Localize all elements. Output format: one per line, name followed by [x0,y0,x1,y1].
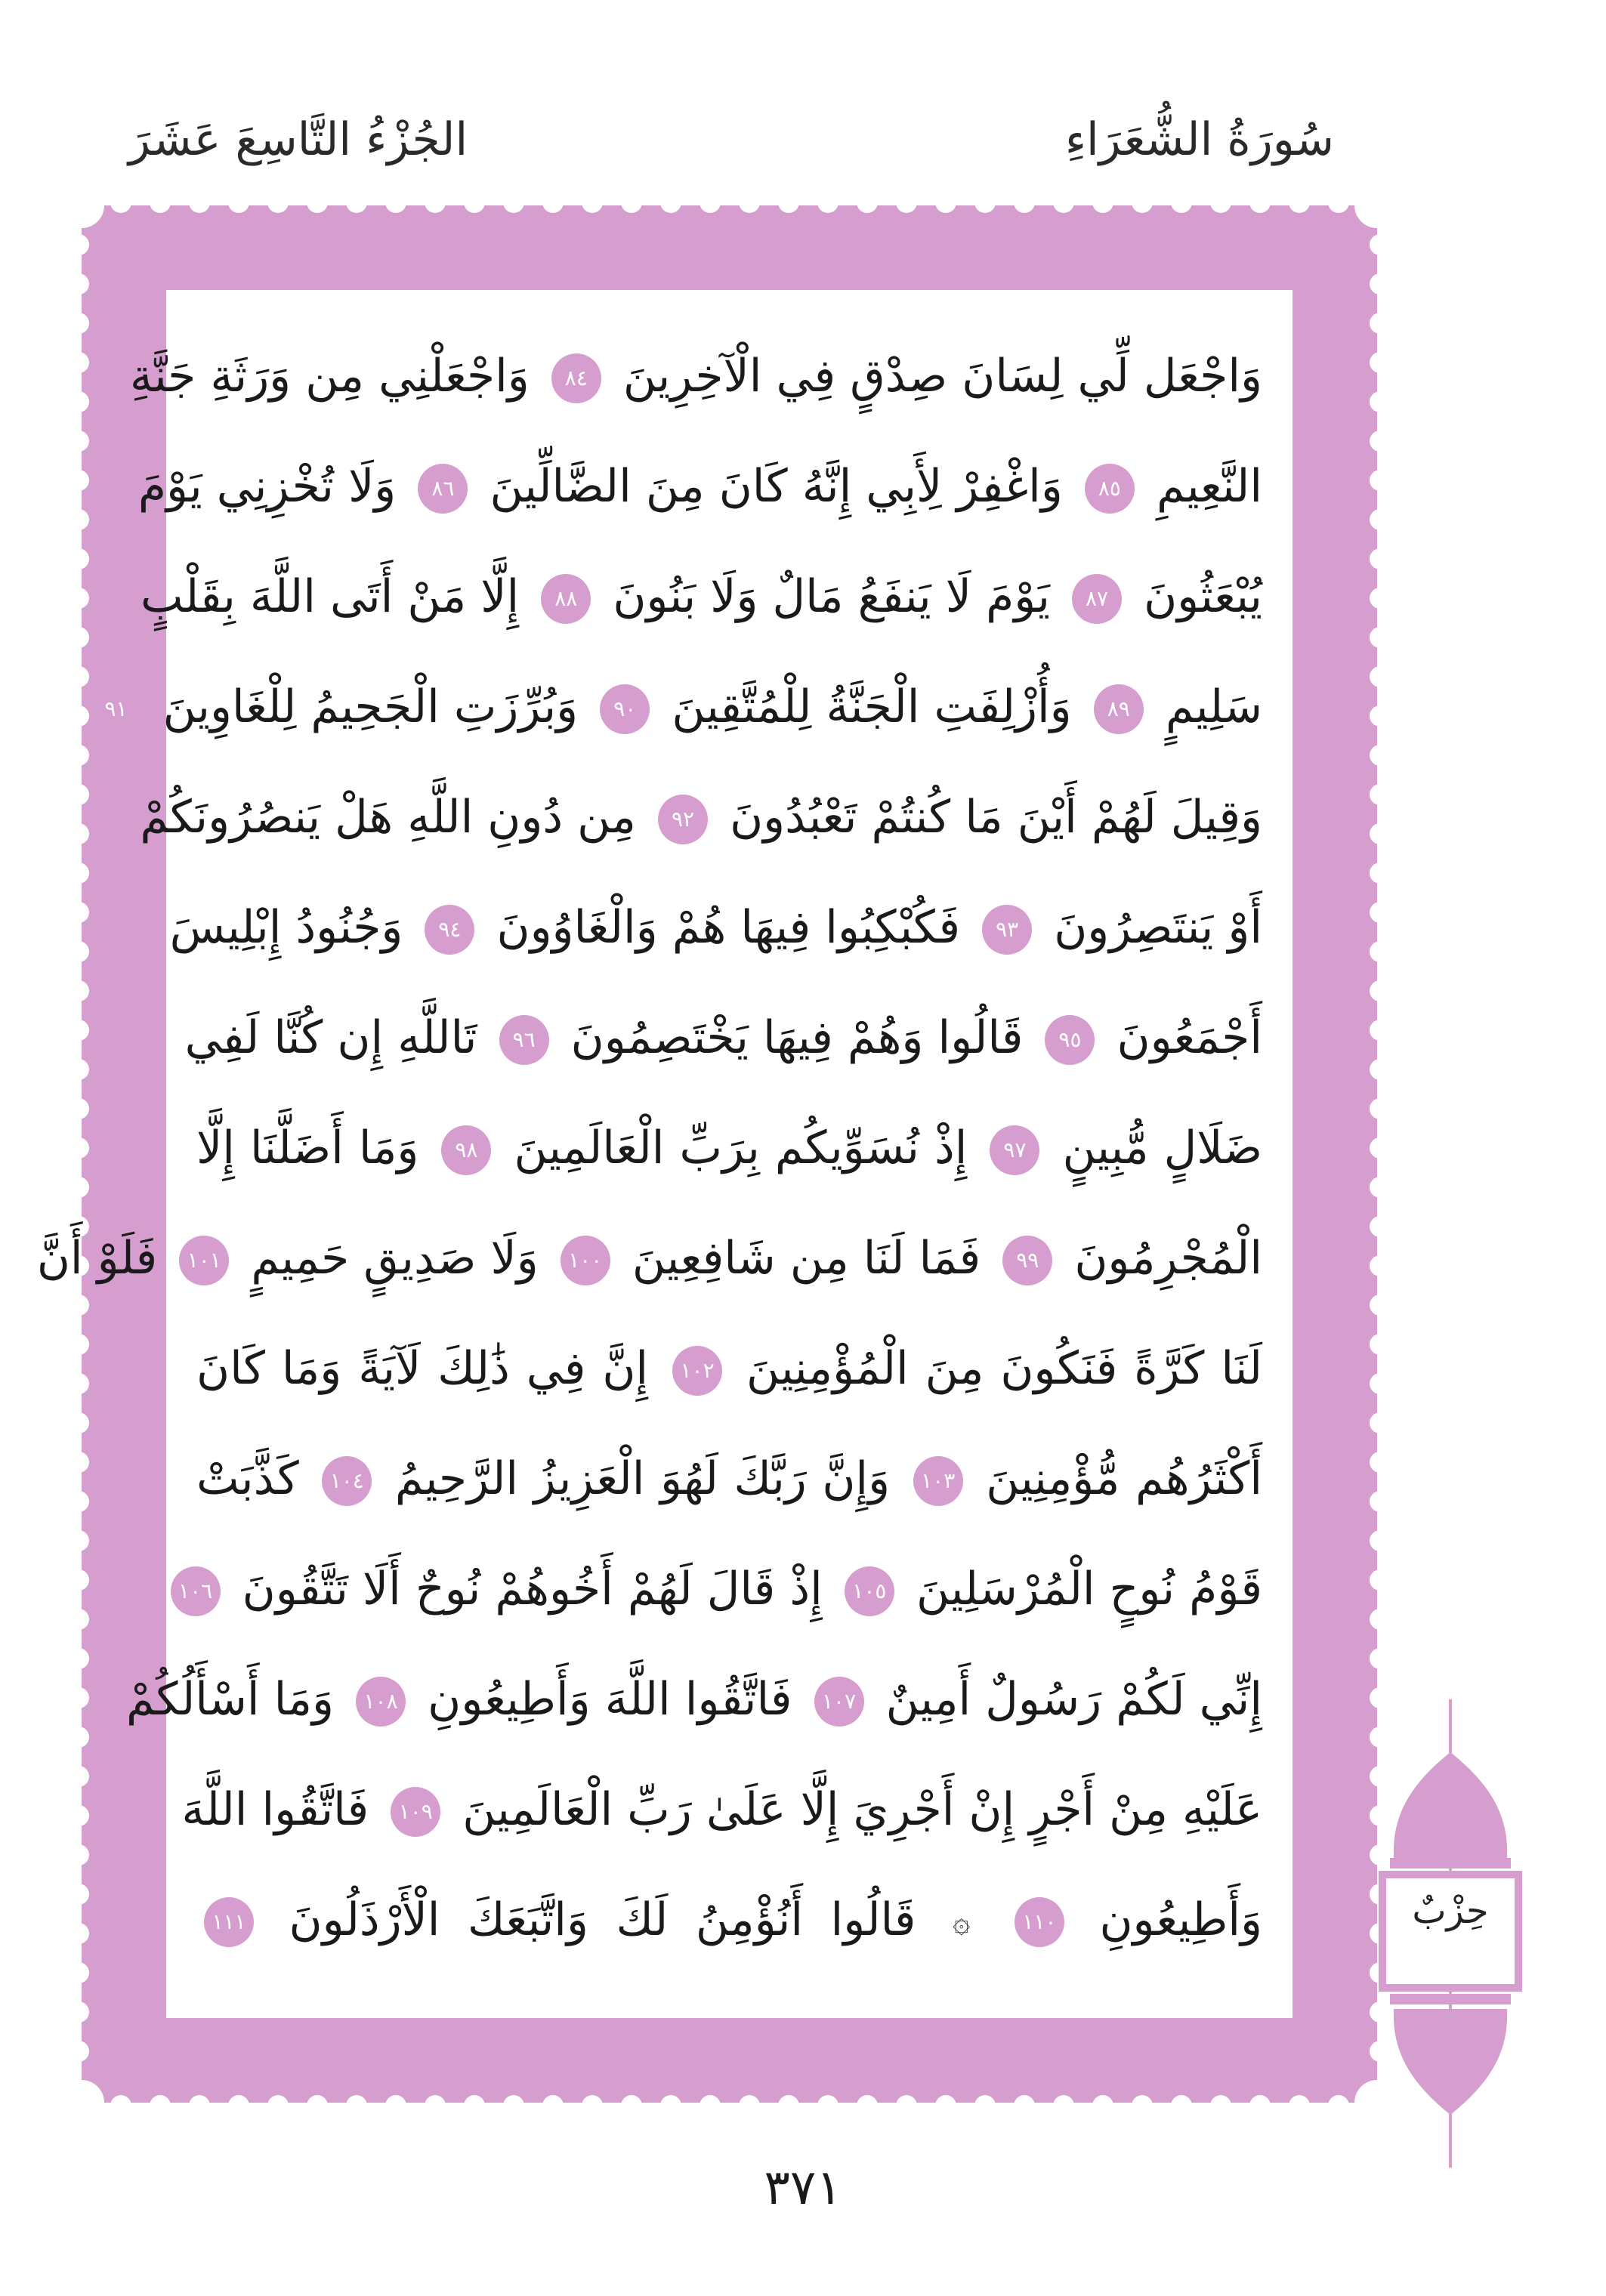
ayah-number-marker: ١١١ [204,1897,254,1947]
verse-text: قَوْمُ نُوحٍ الْمُرْسَلِينَ [916,1563,1262,1616]
frame-notch [1370,234,1391,255]
text-panel [36,290,1293,2018]
frame-notch [935,192,956,213]
frame-notch [817,192,839,213]
verse-text: يَوْمَ لَا يَنفَعُ مَالٌ وَلَا بَنُونَ [613,570,1050,623]
verse-text: إِذْ قَالَ لَهُمْ أَخُوهُمْ نُوحٌ أَلَا تَتَّقُونَ [242,1563,823,1616]
frame-notch [150,2095,171,2116]
frame-notch [1328,192,1349,213]
verse-line [169,875,1262,980]
frame-notch [68,1844,89,1866]
verse-text: وَأَطِيعُونِ [1099,1893,1262,1946]
verse-text: الْمُجْرِمُونَ [1074,1232,1262,1285]
frame-notch [68,980,89,1001]
ayah-number-marker: ١٠١ [179,1236,229,1285]
frame-notch [660,192,681,213]
verse-text: وَاجْعَلْنِي مِن وَرَثَةِ جَنَّةِ [129,350,530,403]
verse-text: أَوْ يَنتَصِرُونَ [1054,901,1262,954]
frame-notch [1370,1020,1391,1041]
ayah-number-marker: ١٠٩ [391,1787,440,1837]
page-frame [36,205,1377,2103]
verse-text: فَكُبْكِبُوا فِيهَا هُمْ وَالْغَاوُونَ [496,901,961,954]
frame-notch [1370,863,1391,884]
frame-notch [1370,1255,1391,1276]
ayah-number-marker: ٩٨ [441,1125,491,1175]
verse-text: عَلَيْهِ مِنْ أَجْرٍ إِنْ أَجْرِيَ إِلَّا عَلَىٰ رَبِّ الْعَالَمِينَ [462,1783,1262,1836]
frame-notch [1053,192,1074,213]
verse-line [196,1426,1262,1532]
verse-text: وَلَا تُخْزِنِي يَوْمَ [137,460,397,513]
frame-notch [307,2095,328,2116]
verse-text: قَالُوا وَهُمْ فِيهَا يَخْتَصِمُونَ [570,1011,1024,1064]
verse-text: ضَلَالٍ مُّبِينٍ [1062,1122,1263,1174]
frame-notch [385,192,406,213]
frame-notch [1370,470,1391,491]
frame-notch [68,902,89,923]
ayah-number-marker: ١٠٨ [356,1677,406,1727]
verse-text: وَمَا أَسْأَلُكُمْ [125,1673,334,1726]
verse-line [129,323,1262,429]
frame-notch [68,1923,89,1944]
verse-text: أَجْمَعُونَ [1116,1011,1262,1064]
ayah-number-marker: ٩٧ [990,1125,1039,1175]
frame-notch [1370,1216,1391,1237]
ayah-number-marker: ١٠٦ [171,1566,221,1616]
verse-text: وَإِنَّ رَبَّكَ لَهُوَ الْعَزِيزُ الرَّحِيمُ [394,1452,891,1505]
frame-notch [68,784,89,805]
frame-notch [700,192,721,213]
frame-notch [346,192,367,213]
frame-notch [110,192,131,213]
frame-notch [1132,2095,1153,2116]
frame-notch [68,1805,89,1826]
rub-el-hizb-icon: ۞ [952,1905,971,1940]
frame-notch [1370,588,1391,609]
frame-notch [621,192,642,213]
frame-notch [110,2095,131,2116]
frame-notch [68,1727,89,1748]
ayah-number-marker: ١٠٧ [814,1677,864,1727]
frame-notch [68,1177,89,1198]
frame-notch [1370,705,1391,727]
frame-notch [503,192,524,213]
verse-text: فَلَوْ أَنَّ [36,1232,158,1285]
surah-name: سُورَةُ الشُّعَرَاءِ [1064,113,1334,166]
ayah-number-marker: ٩٩ [1002,1236,1052,1285]
frame-notch [1289,192,1310,213]
frame-notch [68,1884,89,1905]
frame-notch [857,192,878,213]
frame-notch [68,313,89,334]
frame-notch [68,1412,89,1433]
verse-line [196,1095,1262,1201]
ayah-number-marker: ٨٦ [418,464,468,514]
frame-notch [68,273,89,295]
frame-notch [1370,1648,1391,1669]
frame-notch [68,2001,89,2023]
frame-notch [1370,666,1391,687]
frame-notch [1370,627,1391,648]
frame-notch [1370,1059,1391,1080]
frame-notch [68,1059,89,1080]
frame-notch [621,2095,642,2116]
frame-notch [974,192,996,213]
frame-notch [68,1687,89,1708]
ayah-number-marker: ١٠٤ [322,1456,372,1506]
frame-notch [542,192,564,213]
frame-notch [660,2095,681,2116]
ayah-number-marker: ٨٥ [1085,464,1135,514]
verse-text: فَاتَّقُوا اللَّهَ وَأَطِيعُونِ [428,1673,792,1726]
frame-notch [150,192,171,213]
ayah-number-marker: ١١٠ [1015,1897,1064,1947]
frame-notch [1370,1137,1391,1159]
verse-text: سَلِيمٍ [1165,680,1262,733]
frame-notch [1370,391,1391,412]
verse-text: وَمَا أَضَلَّنَا إِلَّا [196,1122,419,1174]
frame-notch [189,2095,210,2116]
verse-line [181,1757,1262,1862]
frame-notch [68,509,89,530]
frame-notch [68,1334,89,1355]
frame-notch [189,192,210,213]
frame-notch [1132,192,1153,213]
hizb-ornament-icon [1375,1699,1526,2168]
frame-notch [1249,2095,1271,2116]
ayah-number-marker: ١٠٣ [913,1456,963,1506]
verse-text: يُبْعَثُونَ [1144,570,1262,623]
verse-text: وَأُزْلِفَتِ الْجَنَّةُ لِلْمُتَّقِينَ [672,680,1072,733]
ayah-number-marker: ٩٦ [499,1015,549,1065]
verse-text: النَّعِيمِ [1156,460,1262,513]
frame-notch [346,2095,367,2116]
frame-notch [739,2095,760,2116]
frame-notch [228,2095,249,2116]
verse-text: فَاتَّقُوا اللَّهَ [181,1783,369,1836]
frame-notch [68,863,89,884]
verse-line [36,1205,1262,1311]
verse-text: فَمَا لَنَا مِن شَافِعِينَ [632,1232,981,1285]
frame-notch [68,1491,89,1512]
ayah-number-marker: ٩١ [91,684,141,734]
verse-text: إِنَّ فِي ذَٰلِكَ لَآيَةً وَمَا كَانَ [196,1342,649,1395]
ayah-number-marker: ٨٧ [1072,574,1122,624]
verse-text: كَذَّبَتْ [196,1452,299,1505]
verse-line [137,434,1262,539]
frame-notch [1370,941,1391,962]
verse-text: وَقِيلَ لَهُمْ أَيْنَ مَا كُنتُمْ تَعْبُدُونَ [730,791,1262,844]
frame-notch [68,1609,89,1630]
ayah-number-marker: ٨٤ [551,353,601,403]
frame-notch [582,2095,603,2116]
frame-notch [1370,784,1391,805]
frame-notch [1249,192,1271,213]
frame-notch [1370,902,1391,923]
frame-notch [1014,192,1035,213]
frame-notch [1289,2095,1310,2116]
frame-notch [1053,2095,1074,2116]
hizb-label: حِزْبٌ [1412,1890,1489,1932]
hizb-marker [1375,1699,1526,2168]
verse-text: تَاللَّهِ إِن كُنَّا لَفِي [184,1011,477,1064]
verse-text: إِلَّا مَنْ أَتَى اللَّهَ بِقَلْبٍ [140,570,520,623]
frame-notch [68,1020,89,1041]
frame-notch [1092,192,1113,213]
verse-line [196,1316,1262,1421]
frame-notch [1328,2095,1349,2116]
frame-notch [1370,1334,1391,1355]
frame-notch [307,192,328,213]
frame-notch [68,941,89,962]
verse-line [125,1646,1262,1752]
frame-notch [228,192,249,213]
frame-notch [1210,192,1231,213]
frame-notch [1370,509,1391,530]
page-number: ٣٧١ [764,2160,842,2216]
frame-notch [68,1962,89,1983]
frame-notch [1370,548,1391,569]
frame-notch [1370,1177,1391,1198]
frame-notch [267,2095,289,2116]
ayah-number-marker: ٩٣ [982,905,1032,955]
frame-notch [68,1452,89,1473]
frame-notch [68,430,89,452]
frame-notch [59,183,104,228]
verse-line [140,544,1262,650]
frame-notch [68,1648,89,1669]
frame-notch [1370,745,1391,766]
frame-notch [1370,1412,1391,1433]
verse-text: إِذْ نُسَوِّيكُم بِرَبِّ الْعَالَمِينَ [514,1122,968,1174]
ayah-number-marker: ٩٥ [1045,1015,1095,1065]
frame-notch [778,192,799,213]
ayah-number-marker: ١٠٢ [672,1346,722,1396]
frame-notch [68,1373,89,1394]
frame-notch [1370,1098,1391,1119]
verse-text: إِنِّي لَكُمْ رَسُولٌ أَمِينٌ [885,1673,1262,1726]
frame-notch [1370,273,1391,295]
verse-line [140,764,1262,870]
frame-notch [1370,823,1391,844]
frame-notch [68,1137,89,1159]
frame-notch [1370,1452,1391,1473]
verse-text: لَنَا كَرَّةً فَنَكُونَ مِنَ الْمُؤْمِنِينَ [746,1342,1263,1395]
frame-notch [1370,352,1391,373]
ayah-number-marker: ٩٠ [600,684,650,734]
frame-notch [935,2095,956,2116]
frame-notch [1370,1295,1391,1316]
frame-notch [68,391,89,412]
frame-notch [974,2095,996,2116]
ayah-number-marker: ١٠٥ [845,1566,894,1616]
frame-notch [385,2095,406,2116]
frame-notch [68,1098,89,1119]
frame-notch [582,192,603,213]
frame-notch [1370,1491,1391,1512]
verse-text: وَلَا صَدِيقٍ حَمِيمٍ [251,1232,539,1285]
frame-notch [739,192,760,213]
verse-line [196,1867,1262,1973]
verse-text: وَبُرِّزَتِ الْجَحِيمُ لِلْغَاوِينَ [162,680,579,733]
frame-notch [857,2095,878,2116]
ayah-number-marker: ٨٩ [1094,684,1144,734]
frame-notch [1370,313,1391,334]
verse-text: وَجُنُودُ إِبْلِيسَ [169,901,403,954]
frame-notch [1370,980,1391,1001]
frame-notch [1370,1569,1391,1591]
frame-notch [896,192,917,213]
verse-text: قَالُوا أَنُؤْمِنُ لَكَ وَاتَّبَعَكَ الْأَرْذَلُونَ [289,1893,916,1946]
frame-notch [464,2095,485,2116]
frame-notch [1354,183,1400,228]
frame-notch [817,2095,839,2116]
verse-line [184,985,1262,1091]
verse-text: وَاغْفِرْ لِأَبِي إِنَّهُ كَانَ مِنَ الضَّالِّينَ [490,460,1063,513]
frame-notch [1092,2095,1113,2116]
frame-notch [1014,2095,1035,2116]
frame-notch [1370,1373,1391,1394]
frame-notch [68,588,89,609]
frame-notch [425,192,446,213]
juz-name: الجُزْءُ التَّاسِعَ عَشَرَ [128,113,468,166]
verse-line [104,654,1262,760]
frame-notch [464,192,485,213]
frame-notch [1370,430,1391,452]
ayah-number-marker: ١٠٠ [561,1236,610,1285]
frame-notch [68,352,89,373]
frame-notch [68,1766,89,1787]
verse-line [178,1536,1262,1642]
frame-notch [68,1569,89,1591]
frame-notch [1171,2095,1192,2116]
frame-notch [68,234,89,255]
frame-notch [68,823,89,844]
frame-notch [896,2095,917,2116]
frame-notch [68,1530,89,1551]
frame-notch [1171,192,1192,213]
verse-text: أَكْثَرُهُم مُّؤْمِنِينَ [986,1452,1263,1505]
frame-notch [1210,2095,1231,2116]
frame-notch [59,2080,104,2125]
frame-notch [68,2041,89,2062]
verse-text: مِن دُونِ اللَّهِ هَلْ يَنصُرُونَكُمْ [140,791,636,844]
frame-notch [1370,1530,1391,1551]
frame-notch [68,548,89,569]
frame-notch [425,2095,446,2116]
frame-notch [68,470,89,491]
ayah-number-marker: ٩٤ [425,905,474,955]
frame-notch [68,627,89,648]
verse-text: وَاجْعَل لِّي لِسَانَ صِدْقٍ فِي الْآخِرِينَ [622,350,1262,403]
frame-notch [1370,1609,1391,1630]
frame-notch [503,2095,524,2116]
frame-notch [267,192,289,213]
ayah-number-marker: ٨٨ [541,574,591,624]
frame-notch [778,2095,799,2116]
ayah-number-marker: ٩٢ [658,795,708,844]
frame-notch [700,2095,721,2116]
frame-notch [542,2095,564,2116]
